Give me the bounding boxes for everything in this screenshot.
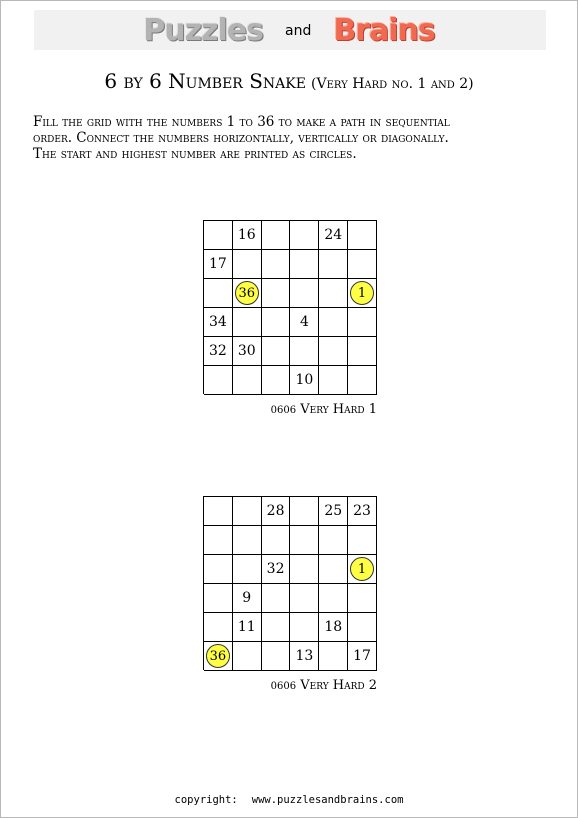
puzzle-label: Very Hard 2 xyxy=(300,678,377,693)
instructions-line: The start and highest number are printed as circles. xyxy=(33,146,357,162)
grid-cell[interactable] xyxy=(290,526,319,555)
grid-cell[interactable] xyxy=(204,366,233,395)
grid-row xyxy=(204,279,377,308)
puzzle-very-hard-2 xyxy=(203,496,377,693)
copyright-url-link[interactable]: www.puzzlesandbrains.com xyxy=(251,794,404,806)
grid-row xyxy=(204,555,377,584)
grid-cell[interactable] xyxy=(262,366,291,395)
instructions-line: Fill the grid with the numbers 1 to 36 to make a path in sequential xyxy=(33,114,450,130)
grid-row xyxy=(204,337,377,366)
grid-cell[interactable] xyxy=(290,337,319,366)
grid-cell[interactable] xyxy=(262,642,291,671)
grid-cell[interactable] xyxy=(319,526,348,555)
grid-cell[interactable]: 17 xyxy=(348,642,377,671)
grid-cell[interactable] xyxy=(204,497,233,526)
page-title xyxy=(0,69,578,93)
grid-cell[interactable] xyxy=(319,584,348,613)
grid-cell[interactable] xyxy=(204,526,233,555)
grid-cell[interactable] xyxy=(233,526,262,555)
grid-cell[interactable]: 32 xyxy=(204,337,233,366)
grid-cell[interactable]: 10 xyxy=(290,366,319,395)
grid-row xyxy=(204,526,377,555)
grid-cell[interactable] xyxy=(233,366,262,395)
grid-cell[interactable] xyxy=(290,221,319,250)
grid-cell[interactable] xyxy=(204,584,233,613)
grid-cell[interactable] xyxy=(204,613,233,642)
grid-cell[interactable] xyxy=(262,613,291,642)
grid-cell[interactable] xyxy=(262,337,291,366)
grid-row xyxy=(204,366,377,395)
grid-cell[interactable] xyxy=(233,250,262,279)
copyright-footer xyxy=(0,794,578,806)
page-title-sub: (Very Hard no. 1 and 2) xyxy=(311,76,474,92)
grid-cell[interactable]: 23 xyxy=(348,497,377,526)
grid-cell[interactable] xyxy=(319,308,348,337)
circled-number: 36 xyxy=(235,281,259,305)
grid-cell[interactable]: 34 xyxy=(204,308,233,337)
puzzle-code: 0606 xyxy=(270,405,297,416)
grid-cell[interactable]: 9 xyxy=(233,584,262,613)
grid-cell[interactable] xyxy=(290,555,319,584)
grid-cell[interactable] xyxy=(348,279,377,308)
grid-row xyxy=(204,642,377,671)
puzzle-grid xyxy=(203,496,377,670)
page-title-main: 6 by 6 Number Snake xyxy=(104,69,306,93)
grid-cell[interactable] xyxy=(262,526,291,555)
grid-cell[interactable] xyxy=(204,279,233,308)
grid-cell[interactable] xyxy=(319,642,348,671)
grid-cell[interactable] xyxy=(233,308,262,337)
grid-cell[interactable]: 25 xyxy=(319,497,348,526)
grid-cell[interactable] xyxy=(204,555,233,584)
grid-cell[interactable]: 4 xyxy=(290,308,319,337)
grid-row xyxy=(204,497,377,526)
grid-cell[interactable] xyxy=(262,279,291,308)
grid-row xyxy=(204,613,377,642)
logo-brains-text: Brains xyxy=(333,13,435,48)
grid-row xyxy=(204,584,377,613)
copyright-label: copyright: xyxy=(174,794,238,806)
puzzle-grid xyxy=(203,220,377,394)
grid-cell[interactable] xyxy=(348,250,377,279)
grid-cell[interactable] xyxy=(319,250,348,279)
grid-cell[interactable]: 18 xyxy=(319,613,348,642)
grid-cell[interactable] xyxy=(348,526,377,555)
grid-row xyxy=(204,250,377,279)
grid-cell[interactable]: 32 xyxy=(262,555,291,584)
grid-cell[interactable] xyxy=(319,279,348,308)
grid-cell[interactable] xyxy=(348,366,377,395)
grid-row xyxy=(204,221,377,250)
instructions xyxy=(33,114,553,162)
grid-cell[interactable] xyxy=(204,642,233,671)
grid-cell[interactable]: 16 xyxy=(233,221,262,250)
grid-cell[interactable] xyxy=(290,279,319,308)
site-logo xyxy=(0,13,578,48)
grid-cell[interactable]: 17 xyxy=(204,250,233,279)
grid-cell[interactable] xyxy=(262,308,291,337)
grid-cell[interactable] xyxy=(233,555,262,584)
grid-cell[interactable] xyxy=(348,555,377,584)
grid-cell[interactable]: 30 xyxy=(233,337,262,366)
grid-cell[interactable] xyxy=(290,613,319,642)
circled-number: 1 xyxy=(350,281,374,305)
grid-row xyxy=(204,308,377,337)
grid-cell[interactable] xyxy=(290,584,319,613)
circled-number: 36 xyxy=(206,644,230,668)
logo-and-text: and xyxy=(285,22,312,39)
grid-cell[interactable] xyxy=(262,221,291,250)
logo-puzzles-text: Puzzles xyxy=(143,13,263,48)
grid-cell[interactable] xyxy=(233,642,262,671)
grid-cell[interactable]: 28 xyxy=(262,497,291,526)
circled-number: 1 xyxy=(350,557,374,581)
grid-cell[interactable] xyxy=(319,337,348,366)
grid-cell[interactable] xyxy=(348,308,377,337)
grid-cell[interactable] xyxy=(233,279,262,308)
grid-cell[interactable] xyxy=(348,337,377,366)
grid-cell[interactable] xyxy=(204,221,233,250)
grid-cell[interactable] xyxy=(290,497,319,526)
grid-cell[interactable] xyxy=(262,250,291,279)
puzzle-very-hard-1 xyxy=(203,220,377,417)
grid-cell[interactable] xyxy=(319,555,348,584)
grid-cell[interactable]: 11 xyxy=(233,613,262,642)
grid-cell[interactable]: 13 xyxy=(290,642,319,671)
grid-cell[interactable] xyxy=(348,221,377,250)
grid-cell[interactable] xyxy=(290,250,319,279)
instructions-line: order. Connect the numbers horizontally, vertically or diagonally. xyxy=(33,130,449,146)
puzzle-caption xyxy=(203,402,377,417)
puzzle-caption xyxy=(203,678,377,693)
grid-cell[interactable] xyxy=(319,366,348,395)
grid-cell[interactable] xyxy=(348,613,377,642)
puzzle-label: Very Hard 1 xyxy=(300,402,377,417)
grid-cell[interactable]: 24 xyxy=(319,221,348,250)
grid-cell[interactable] xyxy=(233,497,262,526)
puzzle-code: 0606 xyxy=(270,681,297,692)
grid-cell[interactable] xyxy=(262,584,291,613)
grid-cell[interactable] xyxy=(348,584,377,613)
